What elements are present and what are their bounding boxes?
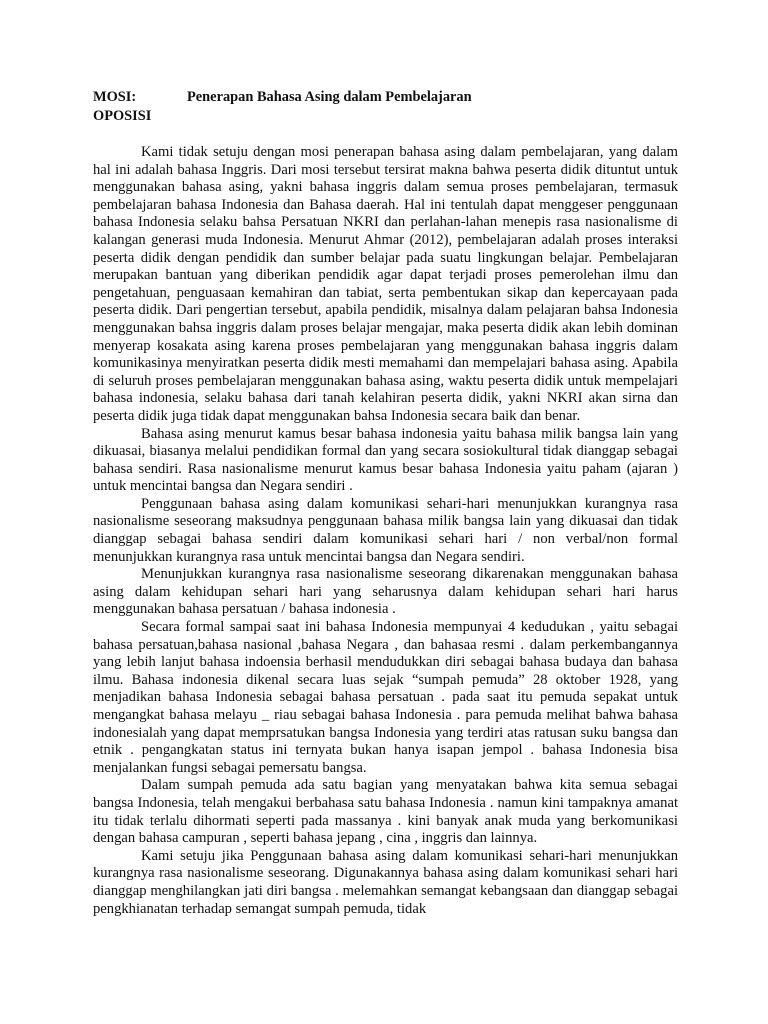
paragraph-1: Kami tidak setuju dengan mosi penerapan bahasa asing dalam pembelajaran, yang dalam hal ini adalah bahasa Inggris. Dari mosi tersebut tersirat makna bahwa peserta didik dituntut untuk menggunakan bahasa asing, yakni bahasa inggris dalam semua proses pembelajaran, termasuk pembelajaran bahasa Indonesia dan Bahasa daerah. Hal ini tentulah dapat menggeser penggunaan bahasa Indonesia selaku bahsa Persatuan NKRI dan perlahan-lahan menepis rasa nasionalisme di kalangan generasi muda Indonesia. Menurut Ahmar (2012), pembelajaran adalah proses interaksi peserta didik dengan pendidik dan sumber belajar pada suatu lingkungan belajar. Pembelajaran merupakan bantuan yang diberikan pendidik agar dapat terjadi proses pemerolehan ilmu dan pengetahuan, penguasaan kemahiran dan tabiat, serta pembentukan sikap dan kepercayaan pada peserta didik. Dari pengertian tersebut, apabila pendidik, misalnya dalam pelajaran bahsa Indonesia menggunakan bahsa inggris dalam proses belajar mengajar, maka peserta didik akan lebih dominan menyerap kosakata asing karena proses pembelajaran yang menggunakan bahasa inggris dalam komunikasinya menyiratkan peserta didik mesti memahami dan mempelajari bahasa asing. Apabila di seluruh proses pembelajaran menggunakan bahasa asing, waktu peserta didik untuk mempelajari bahasa indonesia, selaku bahasa dari tanah kelahiran peserta didik, yakni NKRI akan sirna dan peserta didik juga tidak dapat menggunakan bahsa Indonesia secara baik dan benar.	[93, 144, 678, 424]
motion-title: Penerapan Bahasa Asing dalam Pembelajaran	[187, 89, 472, 105]
paragraph-4: Menunjukkan kurangnya rasa nasionalisme seseorang dikarenakan menggunakan bahasa asing dalam kehidupan sehari hari yang seharusnya dalam kehidupan sehari hari harus menggunakan bahasa persatuan / bahasa indonesia .	[93, 566, 678, 618]
motion-label: MOSI:	[93, 89, 137, 105]
side-label: OPOSISI	[93, 108, 152, 124]
motion-heading	[93, 88, 678, 126]
paragraph-6: Dalam sumpah pemuda ada satu bagian yang menyatakan bahwa kita semua sebagai bangsa Indonesia, telah mengakui berbahasa satu bahasa Indonesia . namun kini tampaknya amanat itu tidak terlalu dihormati seperti pada massanya . kini banyak anak muda yang berkomunikasi dengan bahasa campuran , seperti bahasa jepang , cina , inggris dan lainnya.	[93, 777, 678, 847]
motion-row	[93, 88, 678, 107]
paragraph-5: Secara formal sampai saat ini bahasa Indonesia mempunyai 4 kedudukan , yaitu sebagai bahasa persatuan,bahasa nasional ,bahasa Negara , dan bahasaa resmi . dalam perkembangannya yang lebih lanjut bahasa indoensia berhasil mendudukkan diri sebagai bahasa budaya dan bahasa ilmu. Bahasa indonesia dikenal secara luas sejak “sumpah pemuda” 28 oktober 1928, yang menjadikan bahasa Indonesia sebagai bahasa persatuan . pada saat itu pemuda sepakat untuk mengangkat bahasa melayu _ riau sebagai bahasa Indonesia . para pemuda melihat bahwa bahasa indonesialah yang dapat memprsatukan bangsa Indonesia yang terdiri atas ratusan suku bangsa dan etnik . pengangkatan status ini ternyata bukan hanya isapan jempol . bahasa Indonesia bisa menjalankan fungsi sebagai pemersatu bangsa.	[93, 619, 678, 776]
paragraph-2: Bahasa asing menurut kamus besar bahasa indonesia yaitu bahasa milik bangsa lain yang dikuasai, biasanya melalui pendidikan formal dan yang secara sosiokultural tidak dianggap sebagai bahasa sendiri. Rasa nasionalisme menurut kamus besar bahasa Indonesia yaitu paham (ajaran ) untuk mencintai bangsa dan Negara sendiri .	[93, 425, 678, 495]
paragraph-7: Kami setuju jika Penggunaan bahasa asing dalam komunikasi sehari-hari menunjukkan kurangnya rasa nasionalisme seseorang. Digunakannya bahasa asing dalam komunikasi sehari hari dianggap menghilangkan jati diri bangsa . melemahkan semangat kebangsaan dan dianggap sebagai pengkhianatan terhadap semangat sumpah pemuda, tidak	[93, 847, 678, 917]
paragraph-3: Penggunaan bahasa asing dalam komunikasi sehari-hari menunjukkan kurangnya rasa nasionalisme seseorang maksudnya penggunaan bahasa milik bangsa lain yang dikuasai dan tidak dianggap sebagai bahasa sendiri dalam komunikasi sehari hari / non verbal/non formal menunjukkan kurangnya rasa untuk mencintai bangsa dan Negara sendiri.	[93, 495, 678, 565]
